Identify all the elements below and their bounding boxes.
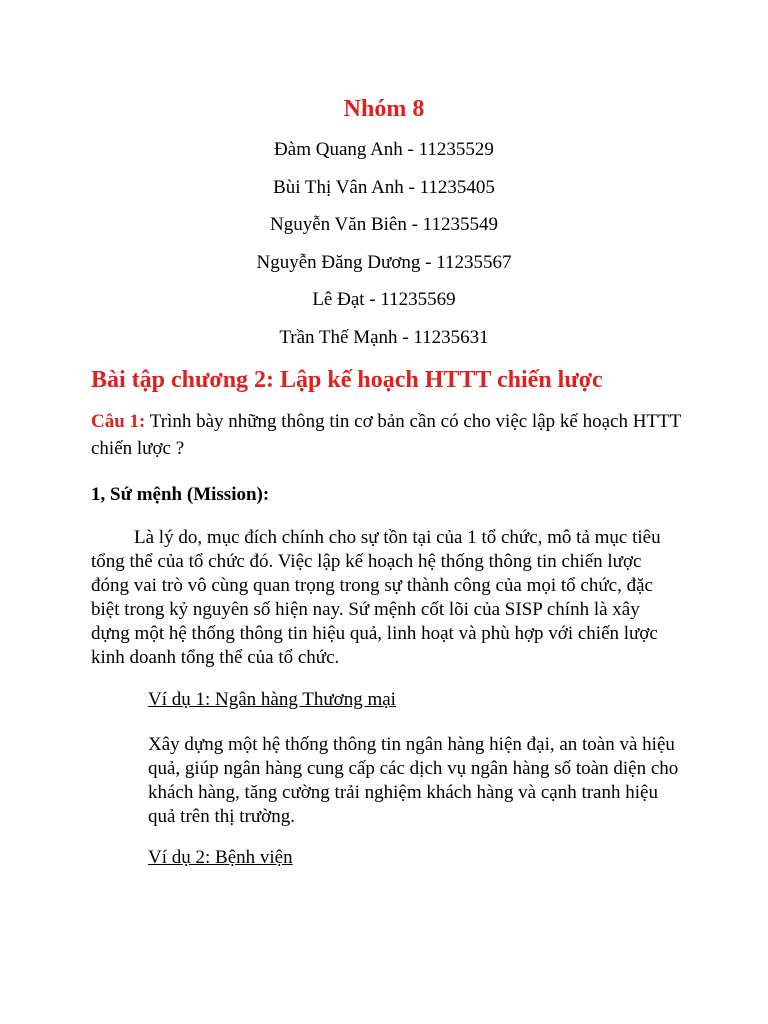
example-2-heading: Ví dụ 2: Bệnh viện xyxy=(148,847,293,868)
member-item: Lê Đạt - 11235569 xyxy=(312,289,456,311)
member-item: Bùi Thị Vân Anh - 11235405 xyxy=(273,176,495,198)
chapter-title: Bài tập chương 2: Lập kế hoạch HTTT chiến lược xyxy=(91,367,603,393)
section-heading-mission: 1, Sứ mệnh (Mission): xyxy=(91,484,270,505)
member-item: Trần Thế Mạnh - 11235631 xyxy=(279,326,489,348)
member-item: Nguyễn Văn Biên - 11235549 xyxy=(270,214,498,236)
example-1-paragraph: Xây dựng một hệ thống thông tin ngân hàng hiện đại, an toàn và hiệu quả, giúp ngân hàng cung cấp các dịch vụ ngân hàng số toàn diện cho khách hàng, tăng cường trải nghiệm khách hàng và cạnh tranh hiệu quả trên thị trường. xyxy=(148,734,679,827)
question-label: Câu 1: xyxy=(91,411,146,432)
example-1-heading: Ví dụ 1: Ngân hàng Thương mại xyxy=(148,689,396,710)
member-item: Nguyễn Đăng Dương - 11235567 xyxy=(256,251,512,273)
member-list xyxy=(0,137,768,363)
mission-paragraph: Là lý do, mục đích chính cho sự tồn tại của 1 tổ chức, mô tả mục tiêu tổng thể của tổ chức đó. Việc lập kế hoạch hệ thống thông tin chiến lược đóng vai trò vô cùng quan trọng trong sự thành công của mọi tổ chức, đặc biệt trong kỷ nguyên số hiện nay. Sứ mệnh cốt lõi của SISP chính là xây dựng một hệ thống thông tin hiệu quả, linh hoạt và phù hợp với chiến lược kinh doanh tổng thể của tổ chức. xyxy=(91,527,661,668)
question-text: Trình bày những thông tin cơ bản cần có cho việc lập kế hoạch HTTT chiến lược ? xyxy=(91,411,681,459)
group-title: Nhóm 8 xyxy=(343,96,425,122)
member-item: Đàm Quang Anh - 11235529 xyxy=(274,139,494,160)
question-1 xyxy=(91,408,691,462)
